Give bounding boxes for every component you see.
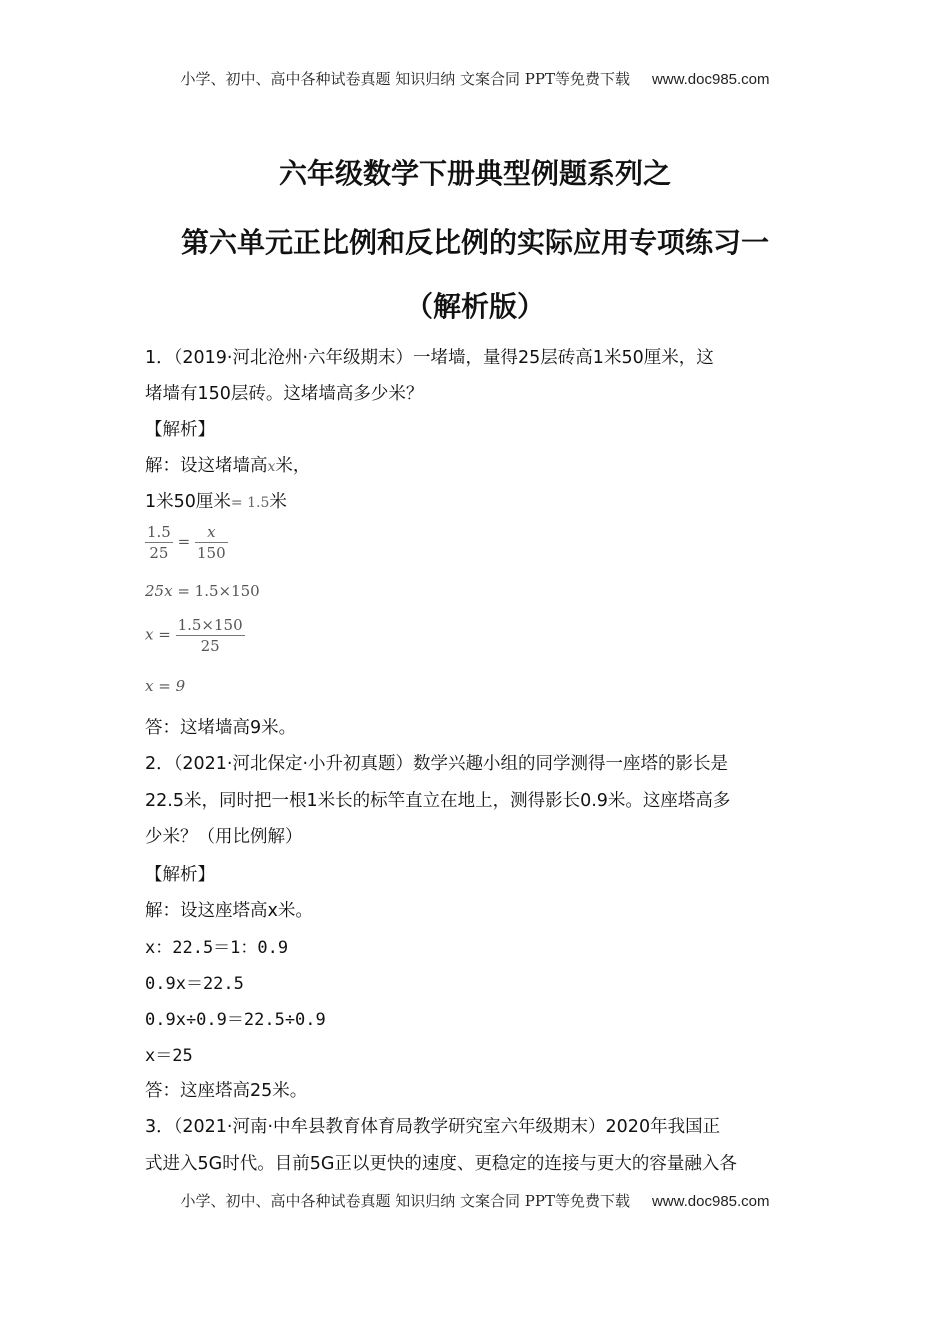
- q1-conv-math: = 1.5: [230, 495, 270, 511]
- footer-site-link[interactable]: www.doc985.com: [651, 1193, 770, 1210]
- q2-step-3: 0.9x÷0.9＝22.5÷0.9: [145, 1010, 326, 1030]
- q1-solution-setup: [145, 452, 815, 477]
- q1-frac3-denominator: 25: [200, 637, 220, 655]
- q1-analysis-label: 【解析】: [145, 420, 215, 440]
- q1-fraction-left: [145, 522, 173, 563]
- q1-frac3-numerator: 1.5×150: [177, 616, 243, 634]
- q1-setup-post: 米，: [275, 456, 311, 476]
- q2-step-1: x：22.5＝1：0.9: [145, 938, 289, 958]
- title-line-1: 六年级数学下册典型例题系列之: [278, 157, 671, 190]
- page-footer: [0, 1190, 950, 1211]
- q1-frac1-denominator: 25: [149, 544, 169, 562]
- q1-conv-post: 米: [269, 492, 287, 512]
- q3-text-line-2: 式进入5G时代。目前5G正以更快的速度、更稳定的连接与更大的容量融入各: [145, 1154, 737, 1174]
- q2-answer: 答：这座塔高25米。: [145, 1081, 308, 1101]
- q2-step-2: 0.9x＝22.5: [145, 974, 244, 994]
- q1-answer: 答：这堵墙高9米。: [145, 718, 297, 738]
- q1-proportion-equation: [145, 522, 228, 563]
- q1-setup-pre: 解：设这堵墙高: [145, 456, 268, 476]
- q1-equation-2: [145, 582, 260, 600]
- q1-eq2-left: 25x: [145, 582, 173, 600]
- q2-solution-setup: 解：设这座塔高x米。: [145, 901, 313, 921]
- q1-frac2-numerator: x: [195, 522, 228, 543]
- q2-step-4: x＝25: [145, 1046, 193, 1066]
- q1-text-line-2: 堵墙有150层砖。这堵墙高多少米？: [145, 384, 424, 404]
- q1-conv-pre: 1米50厘米: [145, 492, 231, 512]
- q2-text-line-3: 少米？（用比例解）: [145, 827, 303, 847]
- q1-eq2-right: = 1.5×150: [177, 582, 260, 600]
- q1-frac1-numerator: 1.5: [147, 523, 171, 541]
- q1-frac2-denominator: 150: [197, 544, 226, 562]
- page-header: [0, 68, 950, 89]
- q1-equals-sign: =: [177, 532, 191, 551]
- q1-fraction-3: [176, 615, 245, 656]
- q1-equation-4: x = 9: [145, 677, 186, 695]
- q1-fraction-right: [195, 522, 228, 563]
- title-line-2: 第六单元正比例和反比例的实际应用专项练习一: [180, 226, 769, 259]
- header-text: 小学、初中、高中各种试卷真题 知识归纳 文案合同 PPT等免费下载: [180, 70, 630, 88]
- header-site-link[interactable]: www.doc985.com: [651, 71, 770, 88]
- q1-equation-3: [145, 615, 245, 656]
- q2-analysis-label: 【解析】: [145, 865, 215, 885]
- q1-unit-conversion: [145, 488, 815, 513]
- q1-eq3-left: x =: [145, 625, 171, 644]
- q2-text-line-2: 22.5米，同时把一根1米长的标竿直立在地上，测得影长0.9米。这座塔高多: [145, 791, 731, 811]
- q3-text-line-1: 3．（2021·河南·中牟县教育体育局教学研究室六年级期末）2020年我国正: [145, 1117, 721, 1137]
- q1-text-line-1: 1．（2019·河北沧州·六年级期末）一堵墙，量得25层砖高1米50厘米，这: [145, 348, 714, 368]
- q2-text-line-1: 2．（2021·河北保定·小升初真题）数学兴趣小组的同学测得一座塔的影长是: [145, 754, 729, 774]
- footer-text: 小学、初中、高中各种试卷真题 知识归纳 文案合同 PPT等免费下载: [180, 1192, 630, 1210]
- q1-setup-variable: x: [267, 459, 276, 475]
- title-line-3: （解析版）: [404, 290, 545, 323]
